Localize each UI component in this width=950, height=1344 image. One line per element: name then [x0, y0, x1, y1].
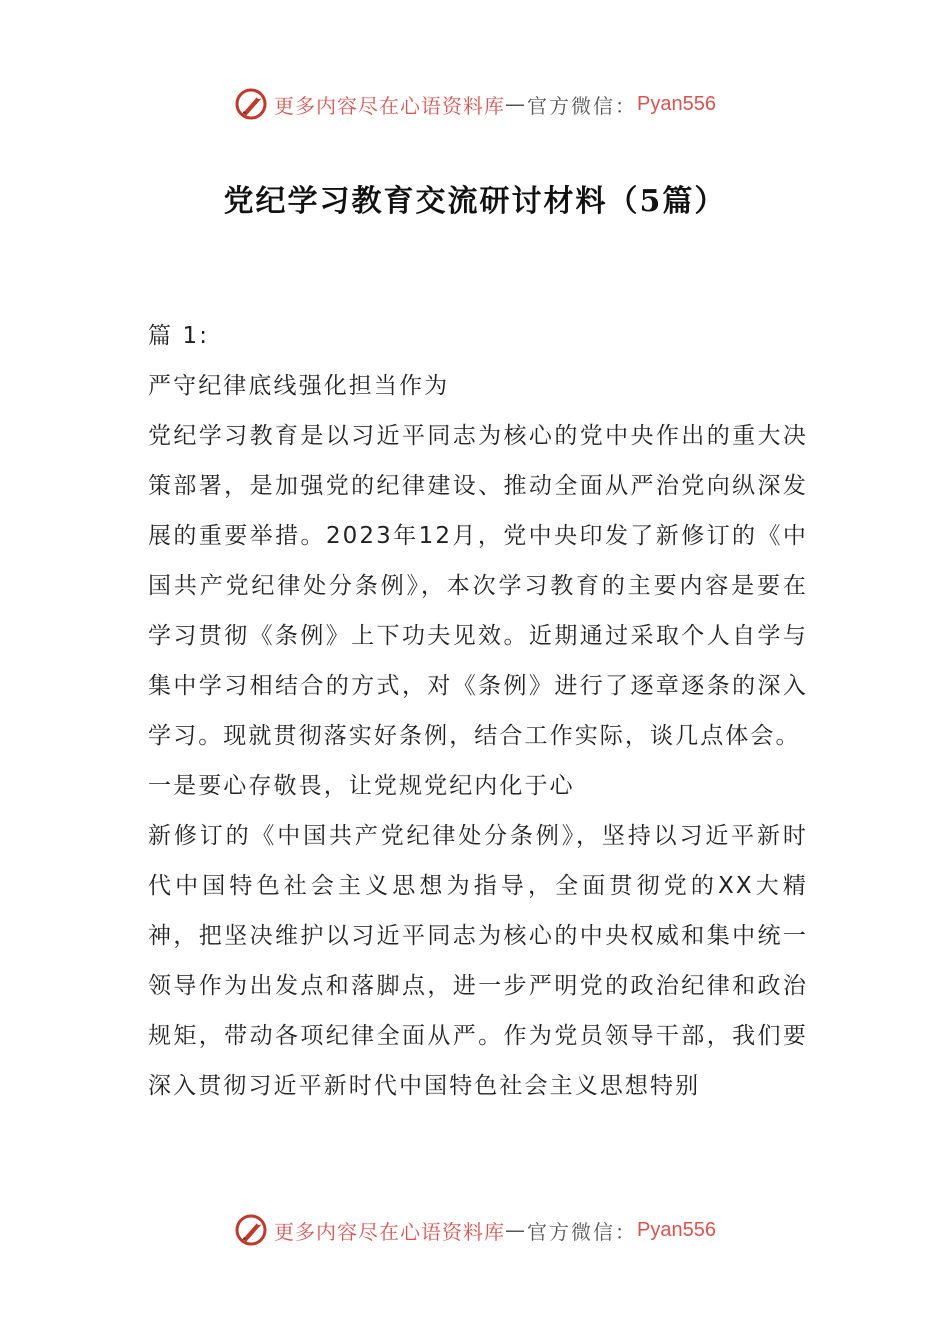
header-brand-text: 更多内容尽在心语资料库: [274, 93, 506, 118]
pen-logo-icon: [234, 1213, 268, 1247]
header-sub-text: 官方微信：: [527, 93, 638, 118]
pen-logo-icon: [234, 87, 268, 121]
header-dash: —: [505, 92, 528, 116]
section-label: 篇 1:: [148, 323, 210, 349]
footer-wechat-id: Pyan556: [637, 1218, 716, 1241]
header-wechat-id: Pyan556: [637, 92, 716, 115]
footer-brand-text: 更多内容尽在心语资料库: [274, 1219, 506, 1244]
footer-sub-text: 官方微信：: [527, 1219, 638, 1244]
paragraph-1: 党纪学习教育是以习近平同志为核心的党中央作出的重大决策部署，是加强党的纪律建设、推动全面从严治党向纵深发展的重要举措。2023年12月，党中央印发了新修订的《中国共产党纪律处分条例》，本次学习教育的主要内容是要在学习贯彻《条例》上下功夫见效。近期通过采取个人自学与集中学习相结合的方式，对《条例》进行了逐章逐条的深入学习。现就贯彻落实好条例，结合工作实际，谈几点体会。: [148, 423, 808, 749]
section-subtitle: 严守纪律底线强化担当作为: [148, 373, 450, 399]
footer-dash: —: [505, 1218, 528, 1242]
footer-banner: [0, 1210, 950, 1250]
document-body: [148, 311, 808, 1111]
heading-1: 一是要心存敬畏，让党规党纪内化于心: [148, 773, 575, 799]
header-banner: [0, 84, 950, 124]
document-title: 党纪学习教育交流研讨材料（5篇）: [223, 184, 727, 219]
paragraph-2: 新修订的《中国共产党纪律处分条例》，坚持以习近平新时代中国特色社会主义思想为指导，全面贯彻党的XX大精神，把坚决维护以习近平同志为核心的中央权威和集中统一领导作为出发点和落脚点，进一步严明党的政治纪律和政治规矩，带动各项纪律全面从严。作为党员领导干部，我们要深入贯彻习近平新时代中国特色社会主义思想特别: [148, 823, 808, 1099]
